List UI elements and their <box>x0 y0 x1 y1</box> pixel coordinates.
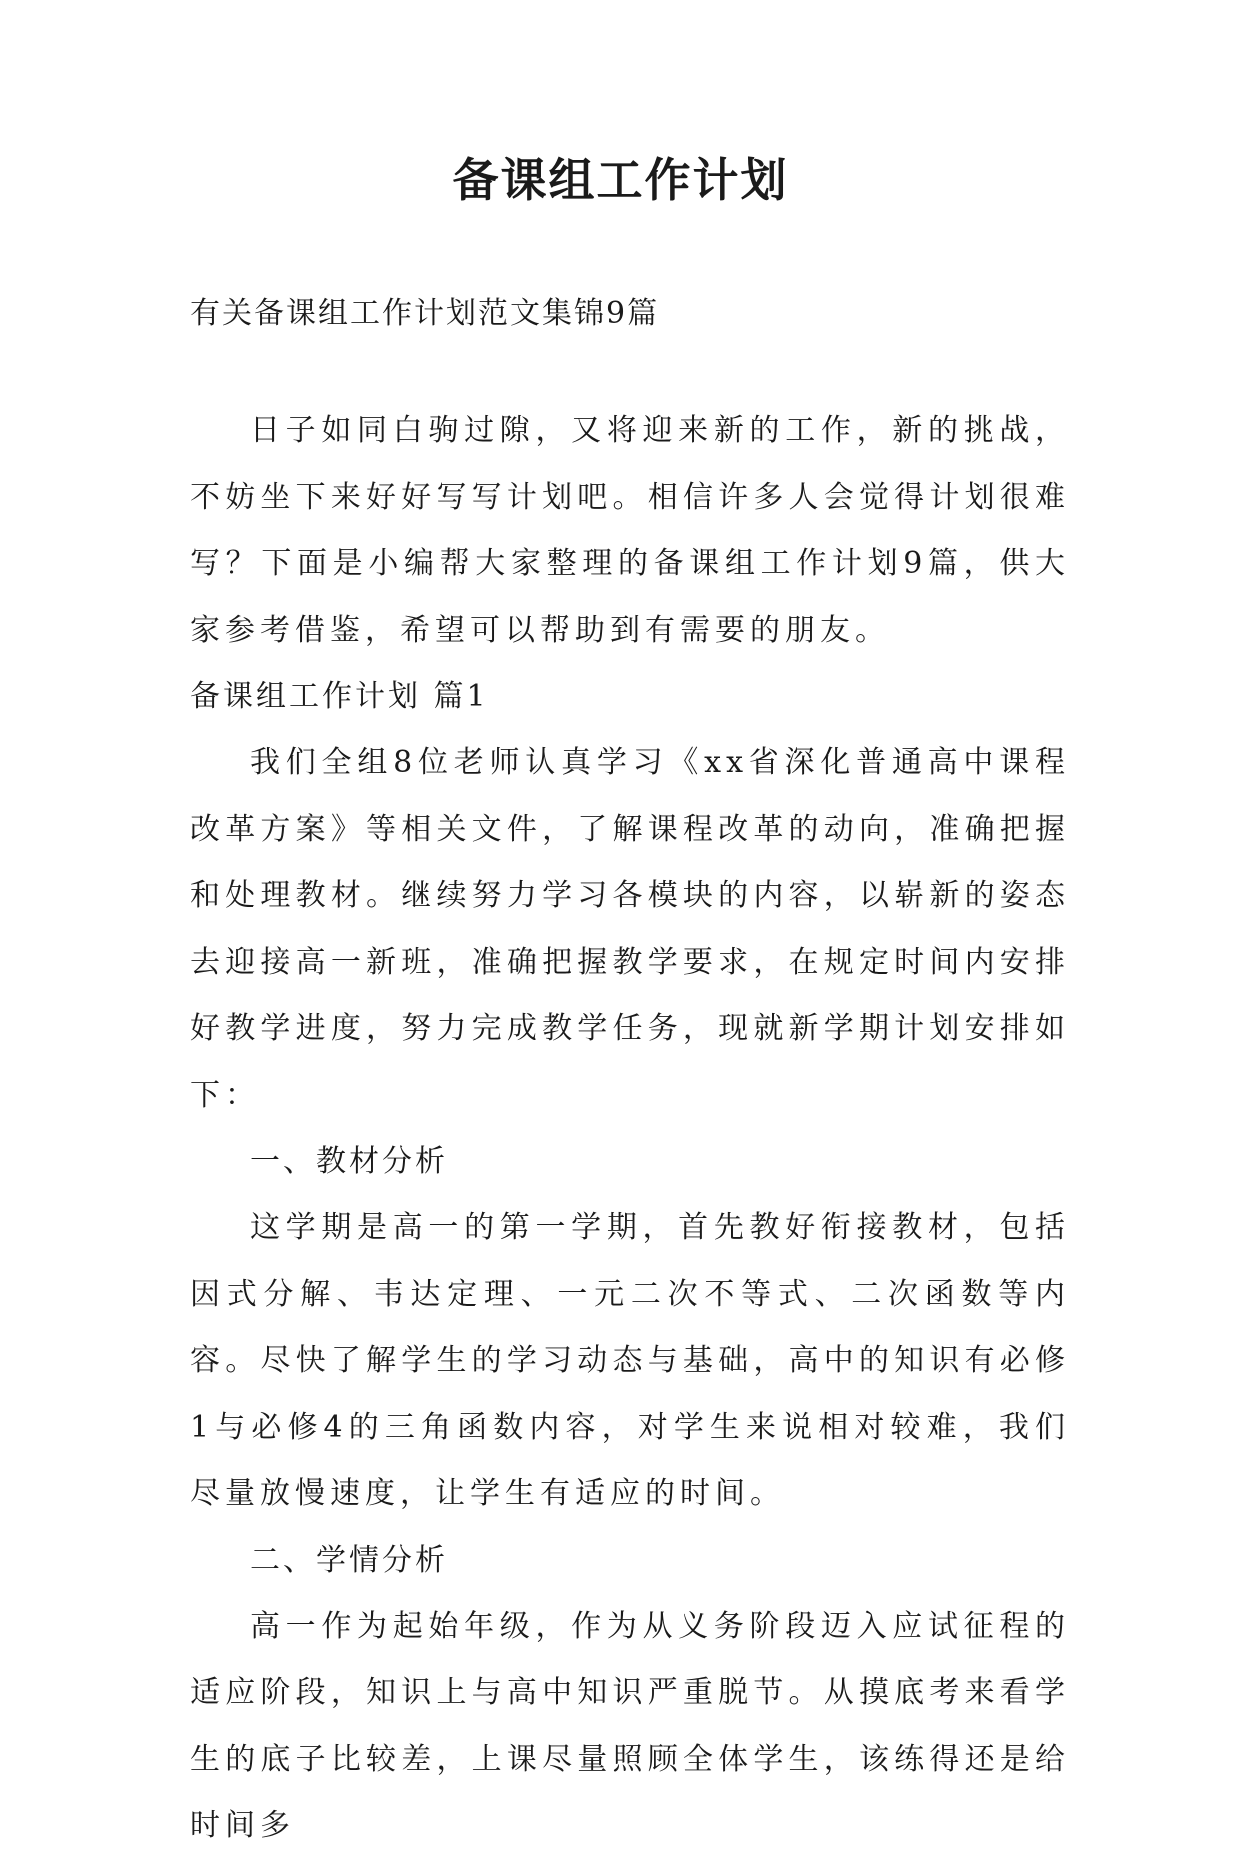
paragraph-3: 高一作为起始年级，作为从义务阶段迈入应试征程的适应阶段，知识上与高中知识严重脱节。从摸底考来看学生的底子比较差，上课尽量照顾全体学生，该练得还是给时间多 <box>190 1608 1070 1843</box>
document-title: 备课组工作计划 <box>452 153 789 207</box>
section-heading: 备课组工作计划 篇1 <box>190 679 489 714</box>
document-subtitle: 有关备课组工作计划范文集锦9篇 <box>190 296 660 331</box>
intro-paragraph: 日子如同白驹过隙，又将迎来新的工作，新的挑战，不妨坐下来好好写写计划吧。相信许多人会觉得计划很难写？下面是小编帮大家整理的备课组工作计划9篇，供大家参考借鉴，希望可以帮助到有需要的朋友。 <box>190 413 1070 648</box>
heading-textbook-analysis: 一、教材分析 <box>250 1144 448 1179</box>
paragraph-1: 我们全组8位老师认真学习《xx省深化普通高中课程改革方案》等相关文件，了解课程改革的动向，准确把握和处理教材。继续努力学习各模块的内容，以崭新的姿态去迎接高一新班，准确把握教学要求，在规定时间内安排好教学进度，努力完成教学任务，现就新学期计划安排如下： <box>190 745 1070 1113</box>
paragraph-2: 这学期是高一的第一学期，首先教好衔接教材，包括因式分解、韦达定理、一元二次不等式、二次函数等内容。尽快了解学生的学习动态与基础，高中的知识有必修1与必修4的三角函数内容，对学生来说相对较难，我们尽量放慢速度，让学生有适应的时间。 <box>190 1210 1070 1511</box>
document-body <box>190 288 1070 1860</box>
heading-student-analysis: 二、学情分析 <box>250 1542 448 1578</box>
